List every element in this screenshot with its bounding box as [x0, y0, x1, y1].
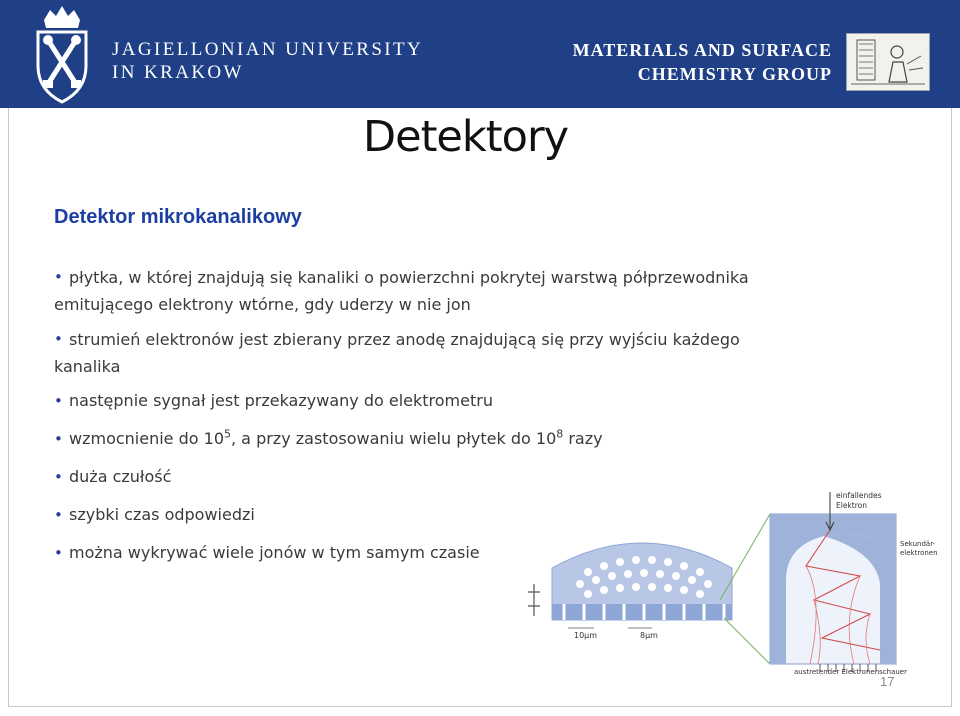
bullet-electron-stream [54, 326, 904, 380]
bullet-text: razy [563, 429, 603, 448]
university-name-line1: JAGIELLONIAN UNIVERSITY [112, 39, 424, 60]
bullet-text: , a przy zastosowaniu wielu płytek do 10 [231, 429, 557, 448]
plate-illustration [528, 543, 732, 640]
bullet-signal-electrometer [54, 390, 904, 412]
bullet-text: szybki czas odpowiedzi [69, 505, 255, 524]
slide-subtitle: Detektor mikrokanalikowy [54, 206, 302, 228]
bullet-sensitivity [54, 466, 904, 488]
bullet-text-continued: emitującego elektrony wtórne, gdy uderzy w nie jon [54, 295, 471, 314]
university-name-line2: IN KRAKOW [112, 62, 244, 83]
dimension-label-10um: 10μm [574, 631, 598, 640]
group-name [573, 38, 832, 86]
bullet-text: wzmocnienie do 10 [69, 429, 224, 448]
exponent: 5 [224, 427, 231, 441]
page-number: 17 [880, 674, 895, 689]
group-name-line2: CHEMISTRY GROUP [637, 64, 832, 84]
dimension-label-8um: 8μm [640, 631, 658, 640]
bullet-text: duża czułość [69, 467, 172, 486]
label-electron-shower: austretender Elektronenschauer [794, 668, 907, 676]
group-engraving-image [846, 33, 930, 91]
exponent: 8 [556, 427, 564, 441]
label-incoming-electron: einfallendes [836, 491, 882, 500]
bullet-text: strumień elektronów jest zbierany przez anodę znajdującą się przy wyjściu każdego [69, 330, 740, 349]
label-incoming-electron-2: Elektron [836, 501, 867, 510]
label-secondary-electrons-2: elektronen [900, 549, 938, 557]
bullet-text-continued: kanalika [54, 357, 121, 376]
bullet-text: następnie sygnał jest przekazywany do elektrometru [69, 391, 493, 410]
channel-cross-section [770, 491, 938, 676]
label-secondary-electrons: Sekundär- [900, 540, 936, 548]
bullet-plate-description [54, 264, 904, 318]
slide-title: Detektory [363, 112, 569, 162]
group-name-line1: MATERIALS AND SURFACE [572, 40, 832, 60]
header-bar [0, 0, 960, 108]
bullet-gain [54, 428, 904, 450]
university-crest-icon [30, 4, 94, 104]
microchannel-plate-diagram [524, 488, 938, 676]
bullet-text: można wykrywać wiele jonów w tym samym czasie [69, 543, 480, 562]
bullet-text: płytka, w której znajdują się kanaliki o powierzchni pokrytej warstwą półprzewodnika [69, 268, 749, 287]
university-name [112, 38, 423, 84]
